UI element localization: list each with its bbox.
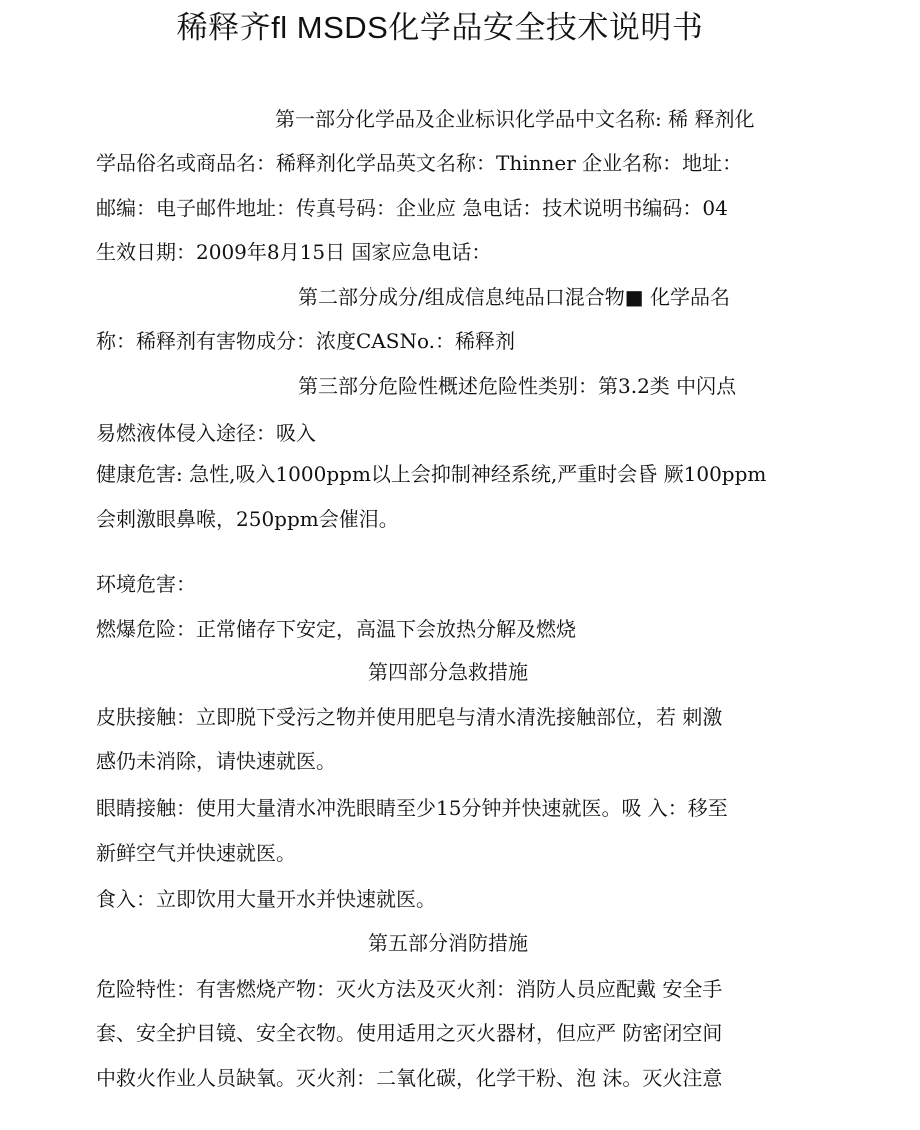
text-line: 新鲜空气并快速就医。 [96,841,296,865]
text-line: 环境危害： [96,572,196,596]
text-line: 称：稀释剂有害物成分：浓度CASNo.：稀释剂 [96,329,515,353]
text-line: 燃爆危险：正常储存下安定，高温下会放热分解及燃烧 [96,617,576,641]
text-line: 健康危害: 急性,吸入1000ppm以上会抑制神经系统,严重时会昏 厥100ppm [96,462,767,486]
text-line: 皮肤接触：立即脱下受污之物并使用肥皂与清水清洗接触部位，若 刺激 [96,705,723,729]
text-line: 生效日期：2009年8月15日 国家应急电话： [96,240,492,264]
document-title: 稀释齐fl MSDS化学品安全技术说明书 [176,10,704,45]
text-line: 学品俗名或商品名：稀释剂化学品英文名称：Thinner 企业名称：地址： [96,151,743,175]
text-line: 中救火作业人员缺氧。灭火剂：二氧化碳，化学干粉、泡 沫。灭火注意 [96,1066,723,1090]
section-heading: 第三部分危险性概述危险性类别：第3.2类 中闪点 [298,374,737,398]
text-line: 会刺激眼鼻喉，250ppm会催泪。 [96,507,399,531]
text-line: 感仍未消除，请快速就医。 [96,749,336,773]
text-line: 第一部分化学品及企业标识化学品中文名称: 稀 释剂化 [275,107,755,131]
text-line: 食入：立即饮用大量开水并快速就医。 [96,887,436,911]
text-line: 易燃液体侵入途径：吸入 [96,421,316,445]
section-heading: 第二部分成分/组成信息纯品口混合物■ 化学品名 [298,285,730,309]
section-heading: 第五部分消防措施 [368,931,528,955]
text-line: 套、安全护目镜、安全衣物。使用适用之灭火器材，但应严 防密闭空间 [96,1021,723,1045]
text-line: 邮编：电子邮件地址：传真号码：企业应 急电话：技术说明书编码：04 [96,196,728,220]
text-line: 眼睛接触：使用大量清水冲洗眼睛至少15分钟并快速就医。吸 入：移至 [96,796,728,820]
text-line: 危险特性：有害燃烧产物：灭火方法及灭火剂：消防人员应配戴 安全手 [96,977,723,1001]
section-heading: 第四部分急救措施 [368,660,528,684]
